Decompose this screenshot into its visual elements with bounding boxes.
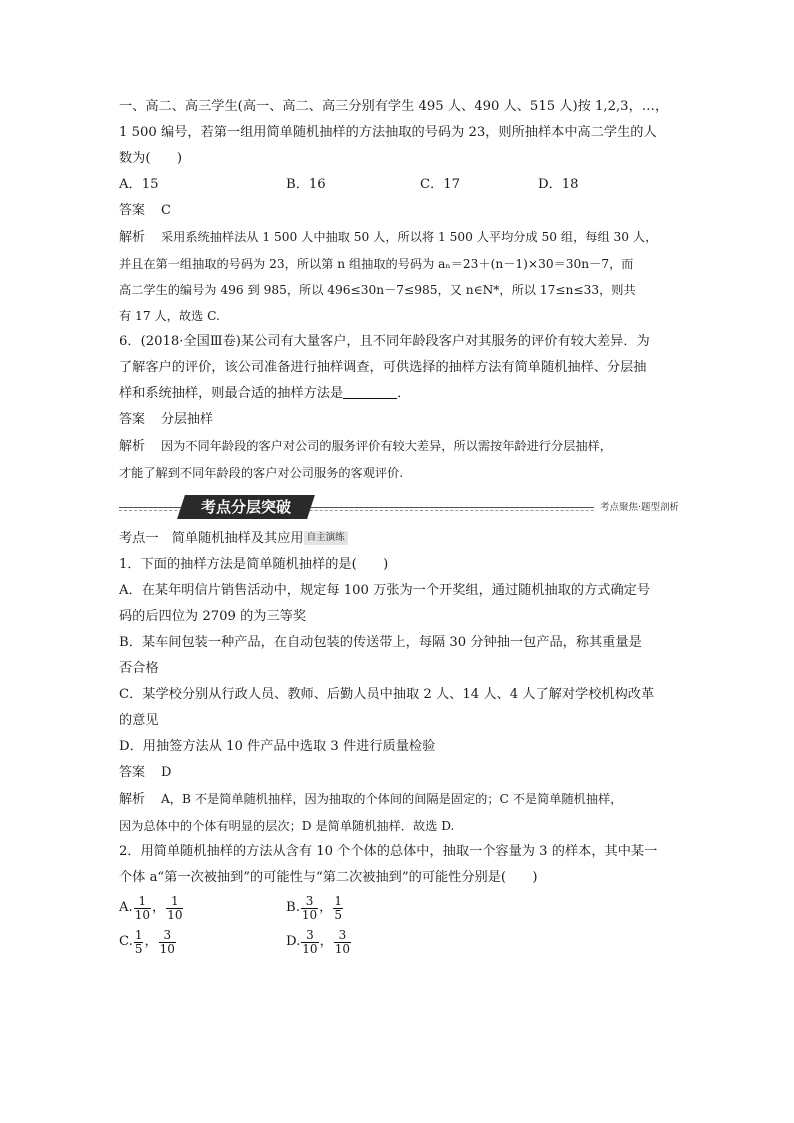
q5-explanation-line-3: 高二学生的编号为 496 到 985，所以 496≤30n－7≤985，又 n∈N*，所以 17≤n≤33，则共 bbox=[119, 283, 636, 297]
q5-explanation-line-2: 并且在第一组抽取的号码为 23，所以第 n 组抽取的号码为 aₙ＝23＋(n－1)×30＝30n－7，而 bbox=[119, 257, 634, 271]
self-practice-badge: 自主演练 bbox=[304, 531, 348, 545]
q1-option-c-line-1: C．某学校分别从行政人员、教师、后勤人员中抽取 2 人、14 人、4 人了解对学校机构改革 bbox=[119, 687, 655, 702]
q2-option-a: A. $\frac{1}{10}$ ， $\frac{1}{10}$ bbox=[119, 893, 183, 922]
fraction: $\frac{3}{10}$ bbox=[159, 927, 175, 956]
q2-option-c: C. $\frac{1}{5}$ ， $\frac{3}{10}$ bbox=[119, 927, 175, 956]
q6-explanation-line-1: 解析 因为不同年龄段的客户对公司的服务评价有较大差异，所以需按年龄进行分层抽样， bbox=[119, 433, 679, 460]
answer-value: D bbox=[161, 765, 172, 780]
q5-stem-line-3: 数为( ) bbox=[119, 151, 183, 166]
q6-stem-line-2: 了解客户的评价，该公司准备进行抽样调查，可供选择的抽样方法有简单随机抽样、分层抽 bbox=[119, 360, 647, 375]
q1-explanation-line-2: 因为总体中的个体有明显的层次；D 是简单随机抽样．故选 D. bbox=[119, 819, 455, 833]
fraction: $\frac{1}{5}$ bbox=[334, 893, 342, 922]
q1-option-a-line-2: 码的后四位为 2709 的为三等奖 bbox=[119, 609, 307, 624]
explanation-label: 解析 bbox=[119, 230, 146, 245]
q1-option-b-line-1: B．某车间包装一种产品，在自动包装的传送带上，每隔 30 分钟抽一包产品，称其重量是 bbox=[119, 635, 642, 650]
explanation-label: 解析 bbox=[119, 439, 146, 454]
q1-option-a-line-1: A．在某年明信片销售活动中，规定每 100 万张为一个开奖组，通过随机抽取的方式确定号 bbox=[119, 583, 651, 598]
fraction: $\frac{1}{10}$ bbox=[134, 893, 150, 922]
answer-value: C bbox=[161, 203, 171, 218]
q5-option-b: B．16 bbox=[286, 177, 326, 192]
q5-answer bbox=[119, 198, 679, 224]
section-banner bbox=[119, 494, 679, 522]
q5-option-c: C．17 bbox=[420, 177, 461, 192]
q5-stem-line-2: 1 500 编号，若第一组用简单随机抽样的方法抽取的号码为 23，则所抽样本中高二学生的人 bbox=[119, 125, 657, 140]
q2-option-b: B. $\frac{3}{10}$ ， $\frac{1}{5}$ bbox=[286, 893, 342, 922]
section-heading: 考点一 简单随机抽样及其应用 自主演练 bbox=[119, 526, 679, 552]
q2-options-row-1 bbox=[119, 891, 679, 925]
explanation-label: 解析 bbox=[119, 792, 146, 807]
banner-title: 考点分层突破 bbox=[177, 495, 315, 519]
q6-stem-line-3: 样和系统抽样，则最合适的抽样方法是 ． bbox=[119, 386, 411, 401]
q5-options bbox=[119, 172, 679, 198]
fill-in-blank bbox=[343, 384, 397, 399]
answer-label: 答案 bbox=[119, 203, 146, 218]
q6-answer bbox=[119, 407, 679, 433]
q1-option-c-line-2: 的意见 bbox=[119, 713, 159, 728]
q1-explanation-line-1: 解析 A，B 不是简单随机抽样，因为抽取的个体间的间隔是固定的；C 不是简单随机抽样， bbox=[119, 786, 679, 813]
q6-stem-line-1: 6．(2018·全国Ⅲ卷)某公司有大量客户，且不同年龄段客户对其服务的评价有较大差异．为 bbox=[119, 334, 650, 349]
page-content bbox=[119, 94, 679, 959]
answer-label: 答案 bbox=[119, 412, 146, 427]
fraction: $\frac{3}{10}$ bbox=[334, 927, 351, 956]
fraction: $\frac{3}{10}$ bbox=[302, 927, 318, 956]
banner-subtitle: 考点聚焦·题型剖析 bbox=[594, 499, 679, 513]
q5-explanation-line-4: 有 17 人，故选 C. bbox=[119, 309, 220, 323]
q1-answer bbox=[119, 760, 679, 786]
answer-label: 答案 bbox=[119, 765, 146, 780]
fraction: $\frac{1}{10}$ bbox=[167, 893, 183, 922]
fraction: $\frac{1}{5}$ bbox=[134, 927, 143, 956]
q1-option-d: D．用抽签方法从 10 件产品中选取 3 件进行质量检验 bbox=[119, 739, 436, 754]
fraction: $\frac{3}{10}$ bbox=[301, 893, 318, 922]
q6-explanation-line-2: 才能了解到不同年龄段的客户对公司服务的客观评价. bbox=[119, 466, 404, 480]
q5-stem-line-1: 一、高二、高三学生(高一、高二、高三分别有学生 495 人、490 人、515 人)按 1,2,3，…， bbox=[119, 99, 669, 114]
q2-stem-line-1: 2．用简单随机抽样的方法从含有 10 个个体的总体中，抽取一个容量为 3 的样本，其中某一 bbox=[119, 844, 658, 859]
q5-explanation-line-1: 解析 采用系统抽样法从 1 500 人中抽取 50 人，所以将 1 500 人平均分成 50 组，每组 30 人， bbox=[119, 224, 679, 251]
q1-stem: 1．下面的抽样方法是简单随机抽样的是( ) bbox=[119, 557, 389, 572]
q1-option-b-line-2: 否合格 bbox=[119, 661, 159, 676]
q5-option-d: D．18 bbox=[538, 177, 579, 192]
q2-option-d: D. $\frac{3}{10}$ ， $\frac{3}{10}$ bbox=[286, 927, 351, 956]
answer-value: 分层抽样 bbox=[161, 412, 214, 427]
q2-stem-line-2: 个体 a“第一次被抽到”的可能性与“第二次被抽到”的可能性分别是( ) bbox=[119, 870, 538, 885]
q5-option-a: A．15 bbox=[119, 177, 159, 192]
q2-options-row-2 bbox=[119, 925, 679, 959]
